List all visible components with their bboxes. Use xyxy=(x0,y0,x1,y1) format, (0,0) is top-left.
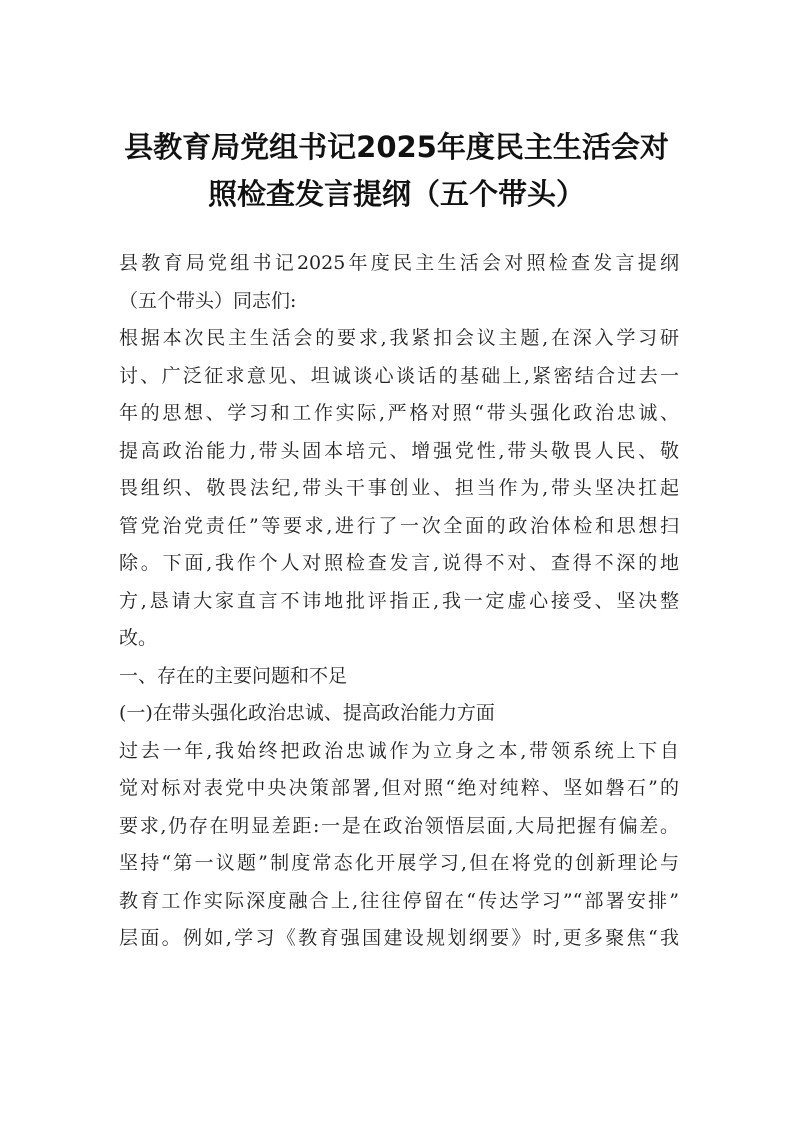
body-line: 改。 xyxy=(119,627,158,649)
body-line: 坚持“第一议题”制度常态化开展学习,但在将党的创新理论与 xyxy=(119,852,679,874)
body-line: 过去一年,我始终把政治忠诚作为立身之本,带领系统上下自 xyxy=(119,739,679,762)
body-line: 年的思想、学习和工作实际,严格对照“带头强化政治忠诚、 xyxy=(119,402,679,424)
body-line: 畏组织、敬畏法纪,带头干事创业、担当作为,带头坚决扛起 xyxy=(119,477,679,499)
section-heading: 一、存在的主要问题和不足 xyxy=(119,664,348,687)
document-title xyxy=(100,124,693,218)
subsection-heading: (一)在带头强化政治忠诚、提高政治能力方面 xyxy=(119,702,495,724)
body-line: 讨、广泛征求意见、坦诚谈心谈话的基础上,紧密结合过去一 xyxy=(119,364,679,387)
body-line: 提高政治能力,带头固本培元、增强党性,带头敬畏人民、敬 xyxy=(119,439,679,462)
body-line: 教育工作实际深度融合上,往往停留在“传达学习”“部署安排” xyxy=(119,889,679,912)
body-line: 层面。例如,学习《教育强国建设规划纲要》时,更多聚焦“我 xyxy=(119,927,679,949)
body-line: 管党治党责任”等要求,进行了一次全面的政治体检和思想扫 xyxy=(119,514,679,537)
document-body xyxy=(119,245,679,958)
body-line: 除。下面,我作个人对照检查发言,说得不对、查得不深的地 xyxy=(119,552,679,574)
body-line: 觉对标对表党中央决策部署,但对照“绝对纯粹、坚如磐石”的 xyxy=(119,777,679,799)
body-line: （五个带头）同志们: xyxy=(119,289,297,312)
body-line: 根据本次民主生活会的要求,我紧扣会议主题,在深入学习研 xyxy=(119,327,679,349)
title-line: 县教育局党组书记2025年度民主生活会对 xyxy=(124,130,669,164)
title-line: 照检查发言提纲（五个带头） xyxy=(207,177,585,211)
body-line: 县教育局党组书记2025年度民主生活会对照检查发言提纲 xyxy=(119,252,679,274)
body-line: 要求,仍存在明显差距:一是在政治领悟层面,大局把握有偏差。 xyxy=(119,814,679,837)
body-line: 方,恳请大家直言不讳地批评指正,我一定虚心接受、坚决整 xyxy=(119,589,679,612)
